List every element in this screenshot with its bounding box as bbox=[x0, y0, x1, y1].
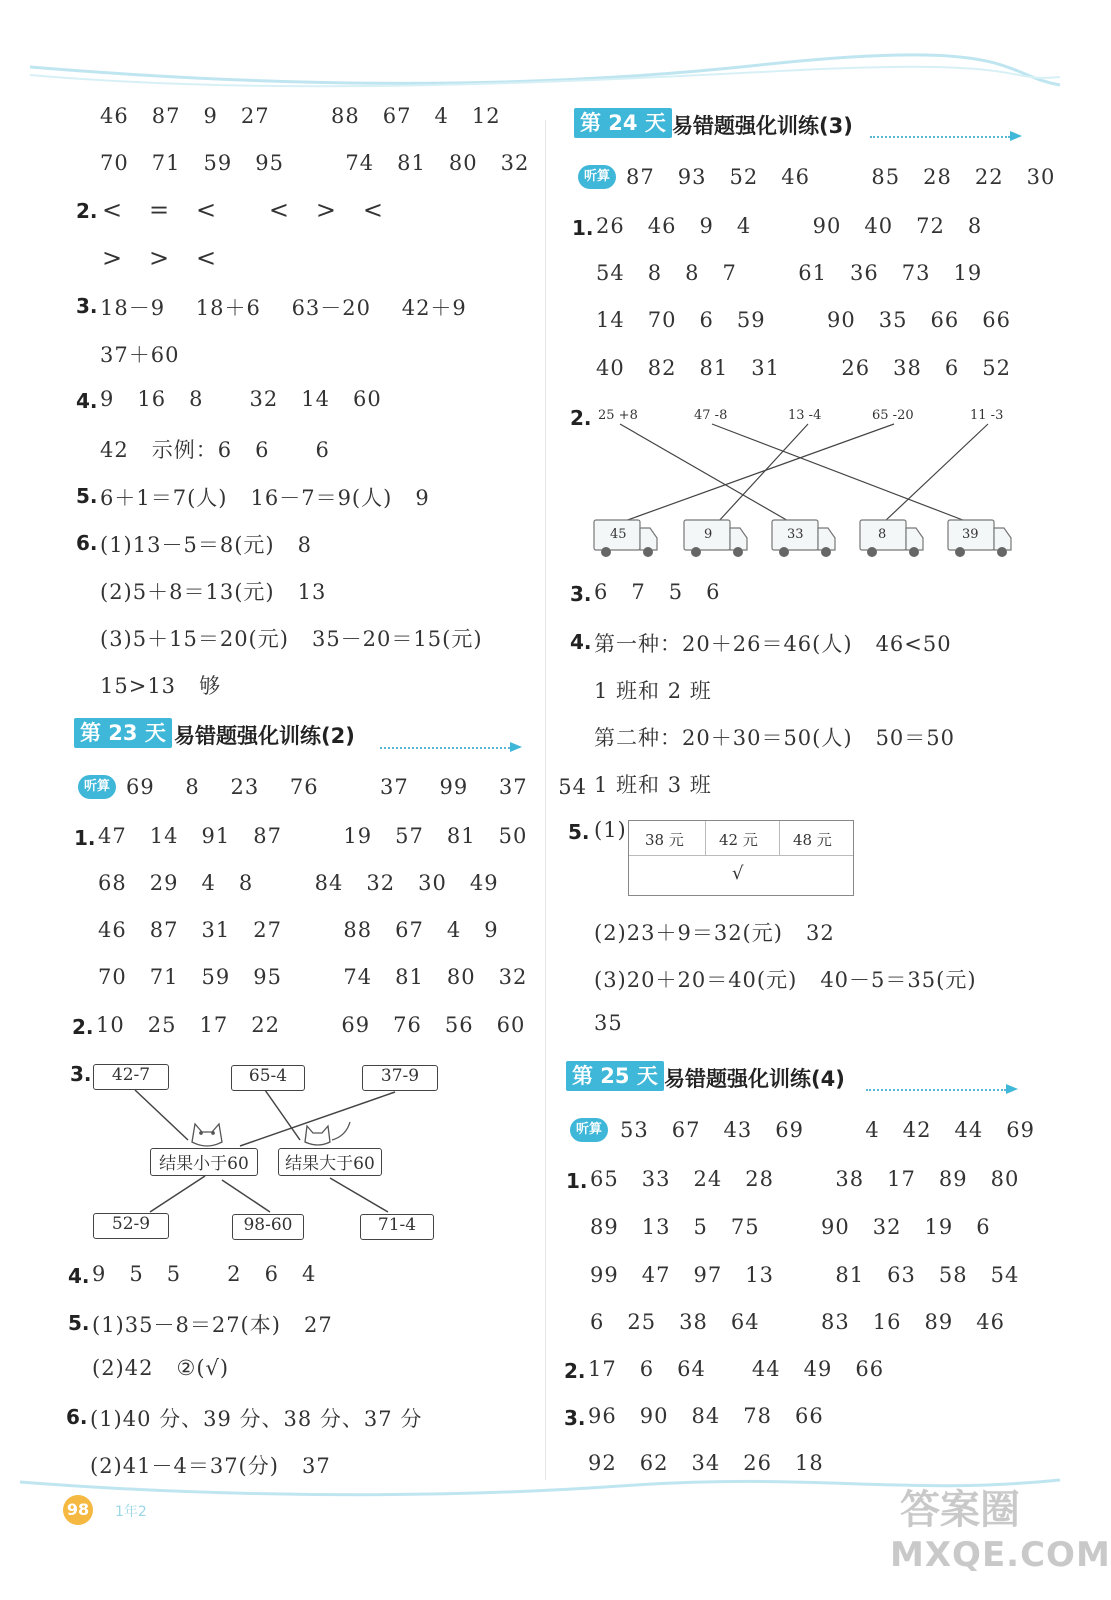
day24-q2-truck-label-3: 33 bbox=[787, 527, 804, 542]
q2-number: 2. bbox=[76, 199, 98, 223]
day24-q2-number: 2. bbox=[570, 406, 592, 430]
day24-q2-expression-3: 13 -4 bbox=[788, 408, 822, 423]
day23-q2-line: 10 25 17 22 69 76 56 60 bbox=[96, 1013, 526, 1037]
day24-q2-expression-2: 47 -8 bbox=[694, 408, 728, 423]
day25-rule-arrow bbox=[1006, 1084, 1018, 1094]
day23-badge: 第 23 天 bbox=[74, 718, 172, 748]
day25-listen-badge: 听算 bbox=[570, 1118, 608, 1142]
q3-number: 3. bbox=[76, 294, 98, 318]
day23-q5-number: 5. bbox=[68, 1311, 90, 1335]
day23-q4-number: 4. bbox=[68, 1264, 90, 1288]
day24-q5-price-3: 48 元 bbox=[793, 831, 832, 849]
q6-line-1: (1)13－5＝8(元) 8 bbox=[100, 533, 312, 557]
day24-listen-line: 87 93 52 46 85 28 22 30 bbox=[626, 165, 1056, 189]
day23-q6-line-1: (1)40 分、39 分、38 分、37 分 bbox=[90, 1407, 423, 1431]
day24-q5-check-mark: √ bbox=[732, 863, 744, 884]
day24-title: 易错题强化训练(3) bbox=[672, 114, 853, 138]
watermark-site-text: MXQE.COM bbox=[890, 1535, 1111, 1575]
day23-q1-line-2: 68 29 4 8 84 32 30 49 bbox=[98, 871, 499, 895]
day23-listen-badge: 听算 bbox=[78, 775, 116, 799]
day25-q3-line-1: 96 90 84 78 66 bbox=[588, 1404, 824, 1428]
day23-q6-line-2: (2)41－4＝37(分) 37 bbox=[90, 1454, 331, 1478]
day24-q5-row-divider bbox=[629, 855, 853, 856]
day24-q1-line-3: 14 70 6 59 90 35 66 66 bbox=[596, 308, 1011, 332]
q6-line-2: (2)5＋8＝13(元) 13 bbox=[100, 580, 327, 604]
day25-q1-line-3: 99 47 97 13 81 63 58 54 bbox=[590, 1263, 1020, 1287]
day24-q4-line-2: 1 班和 2 班 bbox=[594, 679, 712, 703]
day24-q5-number: 5. bbox=[568, 820, 590, 844]
q4-line-1: 9 16 8 32 14 60 bbox=[100, 387, 382, 411]
day24-q4-line-1: 第一种：20＋26＝46(人) 46<50 bbox=[594, 632, 952, 656]
day25-q3-line-2: 92 62 34 26 18 bbox=[588, 1451, 824, 1475]
day24-q2-expression-1: 25 +8 bbox=[598, 408, 638, 423]
day25-q2-number: 2. bbox=[564, 1359, 586, 1383]
q6-number: 6. bbox=[76, 531, 98, 555]
day24-q2-truck-label-2: 9 bbox=[704, 527, 713, 542]
day23-q5-line-1: (1)35－8＝27(本) 27 bbox=[92, 1313, 333, 1337]
day23-q1-line-4: 70 71 59 95 74 81 80 32 bbox=[98, 965, 528, 989]
q2-line-2: > > < bbox=[102, 244, 218, 272]
day24-q3-number: 3. bbox=[570, 582, 592, 606]
day23-q3-top-box-1: 42-7 bbox=[93, 1064, 169, 1090]
day23-q5-line-2: (2)42 ②(√) bbox=[92, 1356, 230, 1380]
day24-q5-line-2: (2)23＋9＝32(元) 32 bbox=[594, 921, 835, 945]
q5-line-1: 6＋1＝7(人) 16－7＝9(人) 9 bbox=[100, 486, 430, 510]
day24-q5-line-3: (3)20＋20＝40(元) 40－5＝35(元) bbox=[594, 968, 977, 992]
day24-q5-line-4: 35 bbox=[594, 1011, 623, 1035]
day24-listen-badge: 听算 bbox=[578, 165, 616, 189]
day24-badge: 第 24 天 bbox=[574, 108, 672, 138]
day23-q3-bottom-box-1: 52-9 bbox=[93, 1213, 169, 1239]
day24-q2-truck-label-4: 8 bbox=[878, 527, 887, 542]
day23-listen-line: 69 8 23 76 37 99 37 54 bbox=[126, 775, 588, 799]
day23-q1-line-3: 46 87 31 27 88 67 4 9 bbox=[98, 918, 499, 942]
day23-q4-line: 9 5 5 2 6 4 bbox=[92, 1262, 317, 1286]
day24-q2-truck-label-1: 45 bbox=[610, 527, 627, 542]
q3-line-2: 37＋60 bbox=[100, 343, 180, 367]
day25-title: 易错题强化训练(4) bbox=[664, 1067, 845, 1091]
day24-q2-matching-lines bbox=[0, 0, 1086, 600]
q6-line-3: (3)5＋15＝20(元) 35－20＝15(元) bbox=[100, 627, 483, 651]
q5-number: 5. bbox=[76, 484, 98, 508]
q3-line-1: 18－9 18＋6 63－20 42＋9 bbox=[100, 296, 467, 320]
day24-q4-number: 4. bbox=[570, 630, 592, 654]
q6-line-4: 15>13 够 bbox=[100, 674, 222, 698]
day23-title: 易错题强化训练(2) bbox=[174, 724, 355, 748]
day25-q2-line: 17 6 64 44 49 66 bbox=[588, 1357, 885, 1381]
day24-q4-line-3: 第二种：20＋30＝50(人) 50＝50 bbox=[594, 726, 956, 750]
day23-q3-number: 3. bbox=[70, 1062, 92, 1086]
day24-q5-price-2: 42 元 bbox=[719, 831, 758, 849]
day23-q1-line-1: 47 14 91 87 19 57 81 50 bbox=[98, 824, 528, 848]
day25-dotted-rule bbox=[866, 1089, 1006, 1091]
left-top-line-1: 46 87 9 27 88 67 4 12 bbox=[100, 104, 501, 128]
day24-q2-truck-label-5: 39 bbox=[962, 527, 979, 542]
day24-q1-line-4: 40 82 81 31 26 38 6 52 bbox=[596, 356, 1011, 380]
day24-q5-prefix: (1) bbox=[594, 818, 627, 842]
day24-q2-expression-5: 11 -3 bbox=[970, 408, 1004, 423]
day24-q1-number: 1. bbox=[572, 216, 594, 240]
page-number-badge: 98 bbox=[63, 1495, 93, 1525]
day24-q5-price-1: 38 元 bbox=[645, 831, 684, 849]
day25-badge: 第 25 天 bbox=[566, 1061, 664, 1091]
left-top-line-2: 70 71 59 95 74 81 80 32 bbox=[100, 151, 530, 175]
q4-line-2: 42 示例：6 6 6 bbox=[100, 438, 330, 462]
day24-q1-line-2: 54 8 8 7 61 36 73 19 bbox=[596, 261, 983, 285]
day24-q5-col-divider-2 bbox=[779, 821, 780, 855]
day23-q1-number: 1. bbox=[74, 826, 96, 850]
day25-q1-line-4: 6 25 38 64 83 16 89 46 bbox=[590, 1310, 1005, 1334]
day24-q3-line: 6 7 5 6 bbox=[594, 580, 721, 604]
day23-q3-top-box-2: 65-4 bbox=[231, 1065, 305, 1091]
day24-q4-line-4: 1 班和 3 班 bbox=[594, 773, 712, 797]
day23-q2-number: 2. bbox=[72, 1015, 94, 1039]
day23-q3-result-greater-than-60: 结果大于60 bbox=[278, 1148, 382, 1176]
day25-listen-line: 53 67 43 69 4 42 44 69 bbox=[620, 1118, 1035, 1142]
footer-grade-label: 1年2 bbox=[115, 1504, 147, 1520]
day23-q3-bottom-box-2: 98-60 bbox=[232, 1214, 304, 1240]
day23-q3-bottom-box-3: 71-4 bbox=[360, 1214, 434, 1240]
day25-q3-number: 3. bbox=[564, 1406, 586, 1430]
day25-q1-line-1: 65 33 24 28 38 17 89 80 bbox=[590, 1167, 1020, 1191]
day25-q1-line-2: 89 13 5 75 90 32 19 6 bbox=[590, 1215, 991, 1239]
day24-q2-expression-4: 65 -20 bbox=[872, 408, 914, 423]
watermark-logo-text: 答案圈 bbox=[900, 1487, 1020, 1533]
q4-number: 4. bbox=[76, 389, 98, 413]
day23-q6-number: 6. bbox=[66, 1405, 88, 1429]
day24-q5-price-table bbox=[628, 820, 854, 896]
day24-q1-line-1: 26 46 9 4 90 40 72 8 bbox=[596, 214, 983, 238]
day24-q5-col-divider-1 bbox=[705, 821, 706, 855]
day23-q3-top-box-3: 37-9 bbox=[362, 1065, 438, 1091]
day25-q1-number: 1. bbox=[566, 1169, 588, 1193]
day23-q3-result-less-than-60: 结果小于60 bbox=[150, 1148, 258, 1176]
q2-line-1: < = < < > < bbox=[102, 196, 384, 224]
